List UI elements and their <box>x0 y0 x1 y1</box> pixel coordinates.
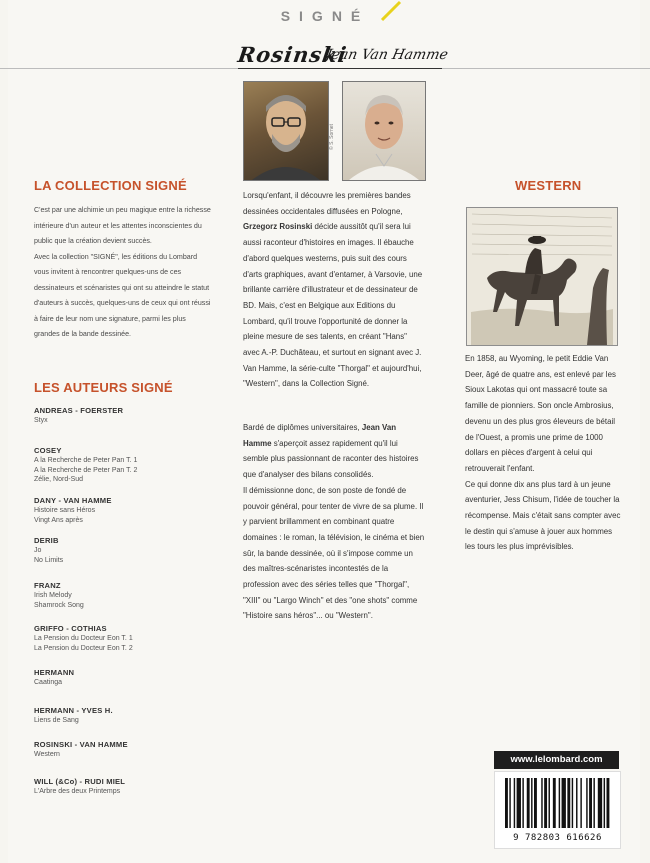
barcode-bar <box>531 778 532 828</box>
author-name: GRIFFO - COTHIAS <box>34 624 107 633</box>
authors-title: LES AUTEURS SIGNÉ <box>34 380 173 395</box>
album-title: No Limits <box>34 556 64 564</box>
intro-paragraph-2: Avec la collection "SIGNÉ", les éditions du Lombard vous invitent à rencontrer quelques-uns de ces dessinateurs et scénaristes qui ont su atteindre le statut d'auteurs à succès, quelques-uns de ceux qui ont réussi à faire de leur nom une signature, parmi les plus grandes de la bande dessinée. <box>34 252 211 338</box>
portrait-van-hamme-illustration <box>343 82 425 180</box>
rider-on-horse-illustration <box>467 208 617 345</box>
barcode <box>494 771 621 849</box>
album-title: La Pension du Docteur Eon T. 2 <box>34 644 133 652</box>
album-title: Shamrock Song <box>34 601 84 609</box>
brand-logo: SIGNÉ <box>280 8 370 24</box>
synopsis-paragraph-2: Ce qui donne dix ans plus tard à un jeune aventurier, Jess Chisum, l'idée de toucher la récompense. Mais c'était sans compter avec le destin qui s'amuse à jouer aux hommes les tours les plus imprévisibles. <box>465 479 621 552</box>
photo-rosinski <box>243 81 329 181</box>
author-entry <box>34 536 224 581</box>
barcode-bar <box>549 778 550 828</box>
barcode-bar <box>562 778 566 828</box>
barcode-bar <box>534 778 537 828</box>
signature-underline <box>238 68 442 69</box>
album-title: Styx <box>34 417 48 424</box>
photo-van-hamme <box>342 81 426 181</box>
author-name: ROSINSKI - VAN HAMME <box>34 740 128 749</box>
album-title: L'Arbre des deux Printemps <box>34 788 121 795</box>
brand-slash-mark <box>378 0 404 22</box>
barcode-bar <box>517 778 521 828</box>
author-name: ANDREAS - FOERSTER <box>34 406 124 415</box>
barcode-bar <box>514 778 515 828</box>
bio-text: décide aussitôt qu'il sera lui aussi raconteur d'histoires en images. Il ébauche d'abord quelques westerns, puis suit des cours d'arts graphiques, avant d'entamer, à Varsovie, une brillante carrière d'illustrateur et de dessinateur de BD. Mais, c'est en Belgique aux Editions du Lombard, qu'il trouve l'opportunité de donner la pleine mesure de ses talents, en créant "Hans" avec A.-P. Duchâteau, et surtout en signant avec J. Van Hamme, la série-culte "Thorgal" et aujourd'hui, "Western", dans la Collection Signé. <box>243 222 423 389</box>
author-name-van-hamme: Jean Van Hamme <box>243 423 397 448</box>
author-name: FRANZ <box>34 581 61 590</box>
authors-list <box>34 406 224 801</box>
barcode-bar <box>509 778 510 828</box>
barcode-bars <box>495 772 620 832</box>
photo-credit: © S. Sornet <box>329 124 335 150</box>
western-illustration <box>466 207 618 346</box>
signature-rosinski: Rosinski <box>236 42 349 67</box>
rosinski-biography <box>243 188 425 392</box>
western-synopsis <box>465 351 621 555</box>
barcode-bar <box>553 778 556 828</box>
album-title: Western <box>34 751 60 758</box>
collection-intro <box>34 203 212 343</box>
album-title: A la Recherche de Peter Pan T. 1 <box>34 457 138 464</box>
barcode-bar <box>598 778 602 828</box>
barcode-bar <box>505 778 508 828</box>
intro-paragraph-1: C'est par une alchimie un peu magique entre la richesse intérieure d'un auteur et les attentes inconscientes du public que la création devient succès. <box>34 206 211 245</box>
author-entry <box>34 581 224 624</box>
signature-van-hamme: Jean Van Hamme <box>324 47 450 63</box>
van-hamme-paragraph-2: Il démissionne donc, de son poste de fondé de pouvoir général, pour tenter de vivre de sa plume. Il y parvient brillamment en combinant quatre domaines : le roman, la télévision, le cinéma et bien sûr, la bande dessinée, où il s'impose comme un des maîtres-scénaristes incontestés de la profession avec des séries telles que "Thorgal", "XIII" ou "Largo Winch" et des "one shots" comme "Histoire sans héros"... ou "Western". <box>243 485 425 621</box>
album-title: Liens de Sang <box>34 717 79 724</box>
barcode-bar <box>544 778 547 828</box>
author-name: DANY - VAN HAMME <box>34 496 112 505</box>
album-title: Caatinga <box>34 679 63 686</box>
author-name: HERMANN <box>34 668 75 677</box>
van-hamme-biography <box>243 420 425 624</box>
collection-title: LA COLLECTION SIGNÉ <box>34 178 187 193</box>
author-entry <box>34 496 224 536</box>
western-title: WESTERN <box>515 178 582 193</box>
author-entry <box>34 777 224 801</box>
barcode-bar <box>576 778 577 828</box>
author-entry <box>34 406 224 446</box>
isbn-number: 9 782803 616626 <box>513 833 602 843</box>
bio-text: s'aperçoit assez rapidement qu'il lui semble plus passionnant de raconter des histoires que d'analyser des bilans consolidés. <box>243 438 419 480</box>
album-title: Jo <box>34 547 42 554</box>
barcode-bar <box>567 778 570 828</box>
author-name: WILL (&Co) - RUDI MIEL <box>34 777 126 786</box>
barcode-bar <box>580 778 581 828</box>
barcode-bar <box>559 778 560 828</box>
bio-text: Bardé de diplômes universitaires, <box>243 423 362 432</box>
barcode-bar <box>607 778 610 828</box>
barcode-bar <box>586 778 587 828</box>
author-name: DERIB <box>34 536 59 545</box>
author-entry <box>34 740 224 777</box>
van-hamme-paragraph-1 <box>243 420 425 483</box>
barcode-bar <box>527 778 530 828</box>
author-entry <box>34 706 224 740</box>
author-name-rosinski: Grzegorz Rosinski <box>243 222 313 232</box>
portrait-rosinski-illustration <box>244 82 328 180</box>
author-entry <box>34 446 224 496</box>
synopsis-paragraph-1: En 1858, au Wyoming, le petit Eddie Van Deer, âgé de quatre ans, est enlevé par les Sioux Lakotas qui ont massacré toute sa famille de pionniers. Son oncle Ambrosius, devenu un des plus gros éleveurs de bétail de l'Ouest, a promis une prime de 1000 dollars en pièces d'argent à celui qui retrouverait l'enfant. <box>465 354 616 473</box>
barcode-bar <box>604 778 605 828</box>
rosinski-paragraph <box>243 188 425 392</box>
album-title: La Pension du Docteur Eon T. 1 <box>34 635 133 642</box>
barcode-bar <box>541 778 542 828</box>
album-title: Histoire sans Héros <box>34 507 96 514</box>
barcode-bar <box>572 778 573 828</box>
album-title: Zélie, Nord-Sud <box>34 476 84 483</box>
publisher-url[interactable]: www.lelombard.com <box>494 751 619 769</box>
barcode-bar <box>522 778 523 828</box>
album-title: Vingt Ans après <box>34 516 83 524</box>
album-title: A la Recherche de Peter Pan T. 2 <box>34 466 138 474</box>
barcode-bar <box>593 778 594 828</box>
author-entry <box>34 624 224 668</box>
barcode-bar <box>589 778 592 828</box>
author-name: HERMANN - YVES H. <box>34 706 113 715</box>
author-name: COSEY <box>34 446 62 455</box>
album-title: Irish Melody <box>34 592 72 599</box>
author-entry <box>34 668 224 706</box>
bio-text: Lorsqu'enfant, il découvre les premières bandes dessinées occidentales diffusées en Pologne, <box>243 191 411 216</box>
